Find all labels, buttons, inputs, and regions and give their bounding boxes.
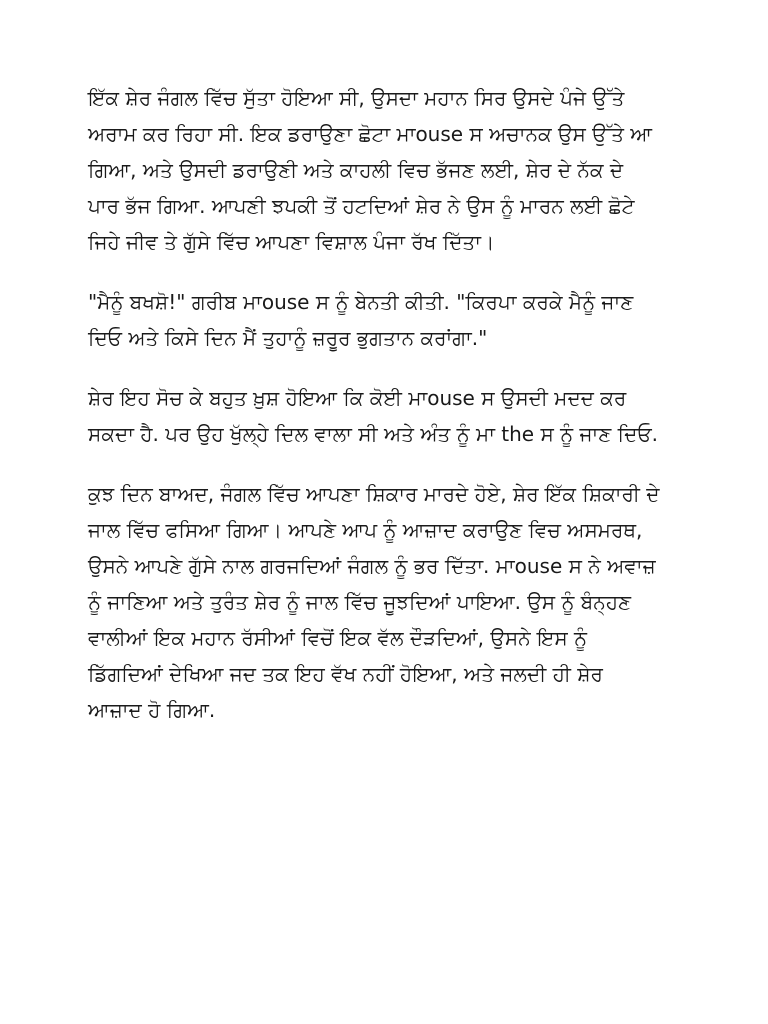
paragraph-4: ਕੁਝ ਦਿਨ ਬਾਅਦ, ਜੰਗਲ ਵਿੱਚ ਆਪਣਾ ਸ਼ਿਕਾਰ ਮਾਰਦੇ ਹੋਏ, ਸ਼ੇਰ ਇੱਕ ਸ਼ਿਕਾਰੀ ਦੇ ਜਾਲ ਵਿੱਚ ਫਸਿਆ ਗਿਆ। ਆਪਣੇ ਆਪ ਨੂੰ ਆਜ਼ਾਦ ਕਰਾਉਣ ਵਿਚ ਅਸਮਰਥ, ਉਸਨੇ ਆਪਣੇ ਗੁੱਸੇ ਨਾਲ ਗਰਜਦਿਆਂ ਜੰਗਲ ਨੂੰ ਭਰ ਦਿੱਤਾ. ਮਾouse ਸ ਨੇ ਅਵਾਜ਼ ਨੂੰ ਜਾਣਿਆ ਅਤੇ ਤੁਰੰਤ ਸ਼ੇਰ ਨੂੰ ਜਾਲ ਵਿੱਚ ਜੂਝਦਿਆਂ ਪਾਇਆ. ਉਸ ਨੂੰ ਬੰਨ੍ਹਣ ਵਾਲੀਆਂ ਇਕ ਮਹਾਨ ਰੱਸੀਆਂ ਵਿਚੋਂ ਇਕ ਵੱਲ ਦੌੜਦਿਆਂ, ਉਸਨੇ ਇਸ ਨੂੰ ਡਿੱਗਦਿਆਂ ਦੇਖਿਆ ਜਦ ਤਕ ਇਹ ਵੱਖ ਨਹੀਂ ਹੋਇਆ, ਅਤੇ ਜਲਦੀ ਹੀ ਸ਼ੇਰ ਆਜ਼ਾਦ ਹੋ ਗਿਆ. [88, 482, 660, 722]
paragraph-1: ਇੱਕ ਸ਼ੇਰ ਜੰਗਲ ਵਿੱਚ ਸੁੱਤਾ ਹੋਇਆ ਸੀ, ਉਸਦਾ ਮਹਾਨ ਸਿਰ ਉਸਦੇ ਪੰਜੇ ਉੱਤੇ ਅਰਾਮ ਕਰ ਰਿਹਾ ਸੀ. ਇਕ ਡਰਾਉਣਾ ਛੋਟਾ ਮਾouse ਸ ਅਚਾਨਕ ਉਸ ਉੱਤੇ ਆ ਗਿਆ, ਅਤੇ ਉਸਦੀ ਡਰਾਉਣੀ ਅਤੇ ਕਾਹਲੀ ਵਿਚ ਭੱਜਣ ਲਈ, ਸ਼ੇਰ ਦੇ ਨੱਕ ਦੇ ਪਾਰ ਭੱਜ ਗਿਆ. ਆਪਣੀ ਝਪਕੀ ਤੋਂ ਹਟਦਿਆਂ ਸ਼ੇਰ ਨੇ ਉਸ ਨੂੰ ਮਾਰਨ ਲਈ ਛੋਟੇ ਜਿਹੇ ਜੀਵ ਤੇ ਗੁੱਸੇ ਵਿੱਚ ਆਪਣਾ ਵਿਸ਼ਾਲ ਪੰਜਾ ਰੱਖ ਦਿੱਤਾ। [88, 86, 653, 254]
paragraph-2: "ਮੈਨੂੰ ਬਖਸ਼ੋ!" ਗਰੀਬ ਮਾouse ਸ ਨੂੰ ਬੇਨਤੀ ਕੀਤੀ. "ਕਿਰਪਾ ਕਰਕੇ ਮੈਨੂੰ ਜਾਣ ਦਿਓ ਅਤੇ ਕਿਸੇ ਦਿਨ ਮੈਂ ਤੁਹਾਨੂੰ ਜ਼ਰੂਰ ਭੁਗਤਾਨ ਕਰਾਂਗਾ." [88, 290, 634, 350]
paragraph-3: ਸ਼ੇਰ ਇਹ ਸੋਚ ਕੇ ਬਹੁਤ ਖ਼ੁਸ਼ ਹੋਇਆ ਕਿ ਕੋਈ ਮਾouse ਸ ਉਸਦੀ ਮਦਦ ਕਰ ਸਕਦਾ ਹੈ. ਪਰ ਉਹ ਖੁੱਲ੍ਹੇ ਦਿਲ ਵਾਲਾ ਸੀ ਅਤੇ ਅੰਤ ਨੂੰ ਮਾ the ਸ ਨੂੰ ਜਾਣ ਦਿਓ. [88, 386, 658, 446]
